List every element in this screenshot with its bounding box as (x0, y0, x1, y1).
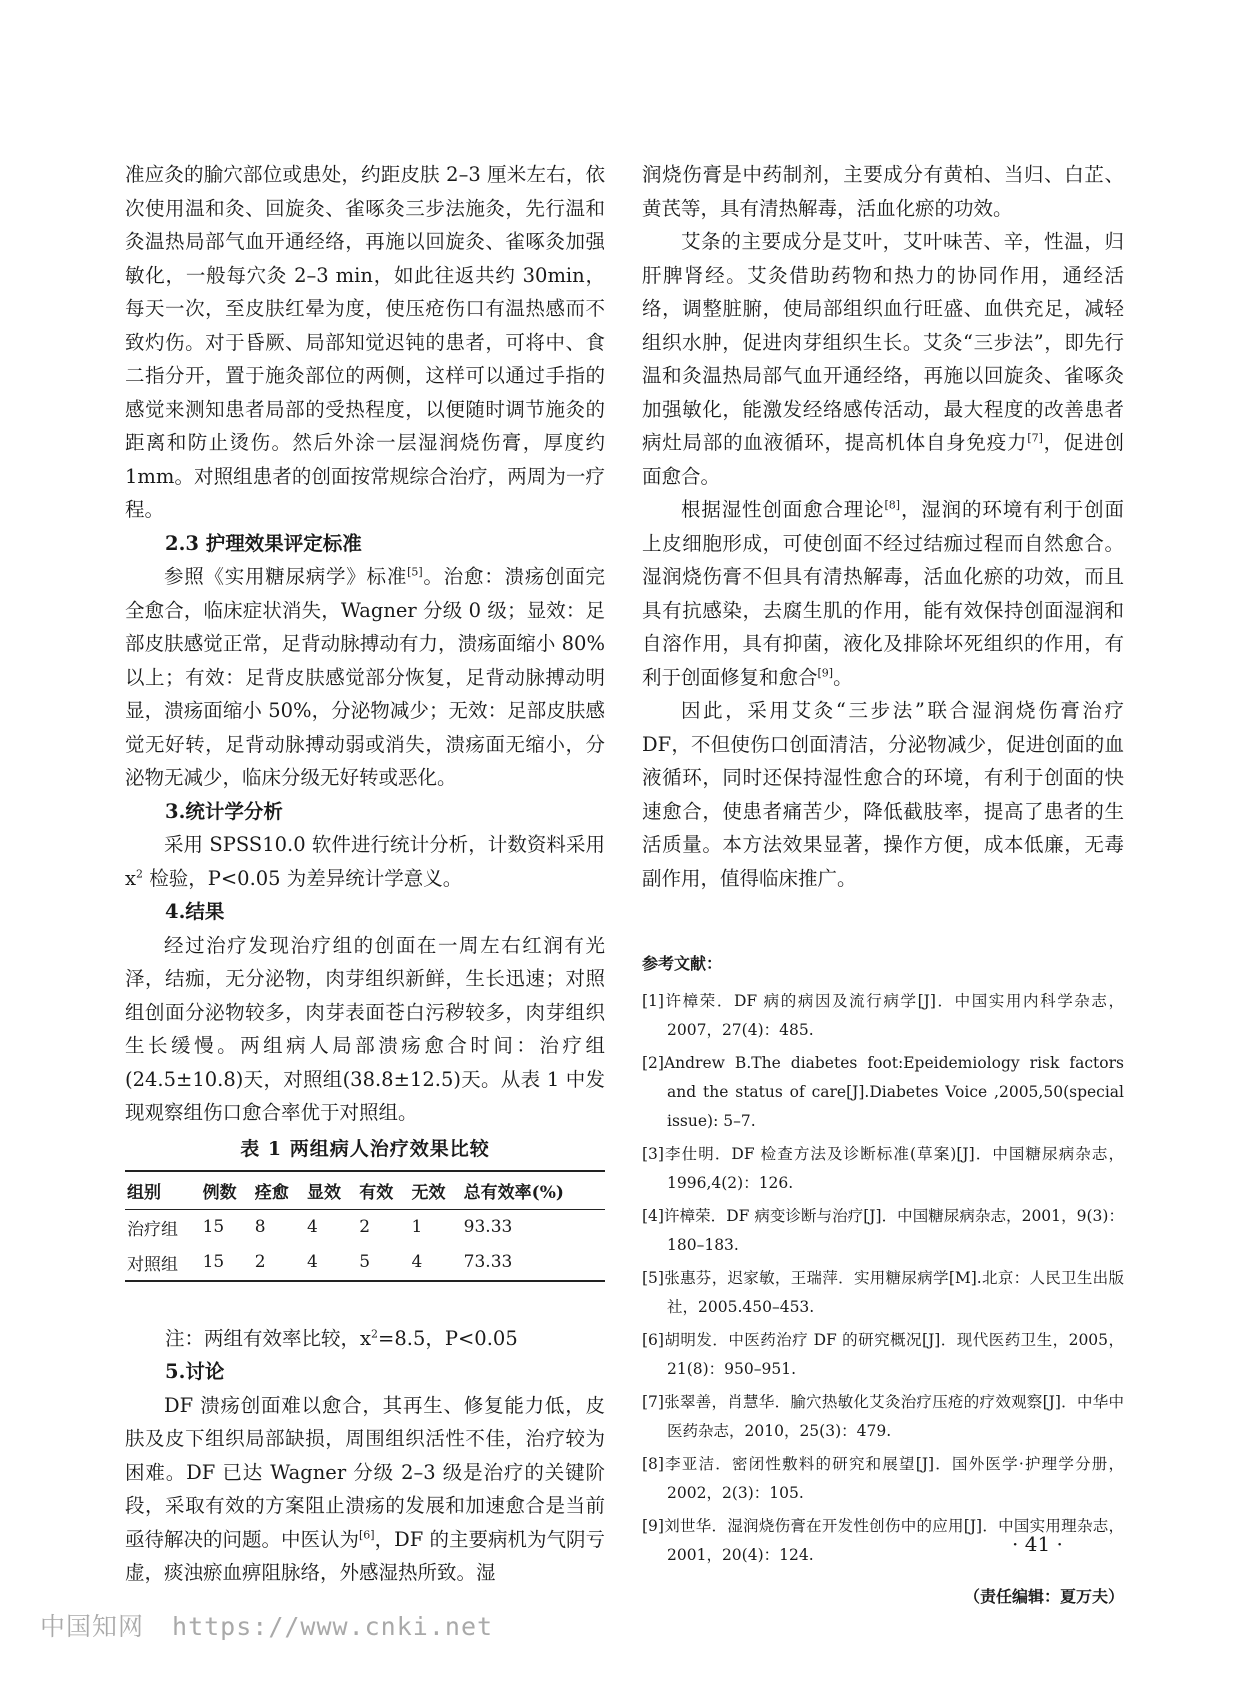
right-column (642, 158, 1124, 1607)
paragraph-criteria (125, 560, 605, 795)
table-cell: 8 (254, 1217, 266, 1237)
watermark-url: https://www.cnki.net (172, 1612, 494, 1641)
citation: [6] (359, 1528, 375, 1541)
table-row (125, 1245, 605, 1281)
table-cell: 4 (307, 1217, 318, 1237)
table-cell: 2 (253, 1245, 305, 1281)
table-header: 无效 (409, 1171, 461, 1210)
table-cell: 15 (202, 1217, 225, 1237)
text: DF 溃疡创面难以愈合，其再生、修复能力低，皮肤及皮下组织局部缺损，周围组织活性不佳，治疗较为困难。DF 已达 Wagner 分级 2–3 级是治疗的关键阶段，采取有效的方案阻止溃疡的发展和加速愈合是当前亟待解决的问题。中医认为 (125, 1393, 605, 1551)
text: 参照《实用糖尿病学》标准 (164, 565, 408, 588)
paragraph-statistics (125, 828, 605, 895)
watermark (40, 1607, 493, 1643)
table-note (125, 1322, 605, 1356)
table-header: 有效 (357, 1171, 409, 1210)
superscript: 2 (371, 1327, 378, 1340)
citation: [9] (817, 666, 834, 679)
table-header: 显效 (305, 1171, 357, 1210)
reference-item: [3]李仕明．DF 检查方法及诊断标准(草案)[J]．中国糖尿病杂志，1996,4(2)：126. (642, 1145, 1124, 1192)
text: ，湿润的环境有利于创面上皮细胞形成，可使创面不经过结痂过程而自然愈合。湿润烧伤膏不但具有清热解毒，活血化瘀的功效，而且具有抗感染，去腐生肌的作用，能有效保持创面湿润和自溶作用，具有抑菌，液化及排除坏死组织的作用，有利于创面修复和愈合 (642, 498, 1124, 689)
reference-item: [1]许樟荣．DF 病的病因及流行病学[J]．中国实用内科学杂志，2007，27(4)：485. (642, 992, 1124, 1039)
text: 采用 SPSS10.0 软件进行统计分析，计数资料采用 x (125, 833, 605, 890)
table-header: 总有效率(%) (462, 1171, 605, 1210)
heading-3: 3.统计学分析 (165, 799, 283, 823)
reference-item: [6]胡明发．中医药治疗 DF 的研究概况[J]．现代医药卫生，2005，21(8)：950–951. (642, 1331, 1124, 1378)
heading-5: 5.讨论 (165, 1360, 225, 1383)
paragraph-method-continued: 准应灸的腧穴部位或患处，约距皮肤 2–3 厘米左右，依次使用温和灸、回旋灸、雀啄灸三步法施灸，先行温和灸温热局部气血开通经络，再施以回旋灸、雀啄灸加强敏化，一般每穴灸 2–3 min，如此往返共约 30min，每天一次，至皮肤红晕为度，使压疮伤口有温热感而不致灼伤。对于昏厥、局部知觉迟钝的患者，可将中、食二指分开，置于施灸部位的两侧，这样可以通过手指的感觉来测知患者局部的受热程度，以便随时调节施灸的距离和防止烫伤。然后外涂一层湿润烧伤膏，厚度约 1mm。对照组患者的创面按常规综合治疗，两周为一疗程。 (125, 163, 605, 521)
reference-item: [5]张惠芬，迟家敏，王瑞萍．实用糖尿病学[M].北京：人民卫生出版社，2005.450–453. (642, 1269, 1124, 1316)
results-table (125, 1170, 605, 1282)
table-cell: 4 (409, 1245, 461, 1281)
left-column (125, 158, 605, 1590)
table-cell: 5 (357, 1245, 409, 1281)
citation: [7] (1027, 431, 1043, 445)
table-title: 表 1 两组病人治疗效果比较 (240, 1137, 490, 1160)
table-header: 组别 (125, 1171, 201, 1210)
table-header: 痊愈 (253, 1171, 305, 1210)
citation: [8] (884, 498, 901, 512)
table-cell: 对照组 (125, 1245, 201, 1281)
table-cell: 治疗组 (127, 1219, 178, 1240)
text: 艾条的主要成分是艾叶，艾叶味苦、辛，性温，归肝脾肾经。艾灸借助药物和热力的协同作用，通经活络，调整脏腑，使局部组织血行旺盛、血供充足，减轻组织水肿，促进肉芽组织生长。艾灸“三步法”，即先行温和灸温热局部气血开通经络，再施以回旋灸、雀啄灸加强敏化，能激发经络感传活动，最大程度的改善患者病灶局部的血液循环，提高机体自身免疫力 (642, 230, 1124, 454)
citation: [5] (407, 565, 423, 579)
heading-2-3: 2.3 护理效果评定标准 (165, 531, 362, 555)
paragraph-moxa (642, 225, 1124, 493)
text: ，DF 的主要病机为气阴亏虚，痰浊瘀血痹阻脉络，外感湿热所致。湿 (125, 1527, 605, 1584)
paragraph-discussion (125, 1389, 605, 1590)
table-row (125, 1209, 605, 1245)
paragraph-moist-healing (642, 493, 1124, 694)
responsible-editor: （责任编辑：夏万夫） (963, 1587, 1124, 1606)
table-header: 例数 (201, 1171, 253, 1210)
text: =8.5，P<0.05 (378, 1326, 518, 1350)
reference-item: [2]Andrew B.The diabetes foot:Epeidemiology risk factors and the status of care[J].Diabetes Voice ,2005,50(special issue): 5–7. (642, 1054, 1124, 1130)
reference-item: [8]李亚洁．密闭性敷料的研究和展望[J]．国外医学·护理学分册，2002，2(3)：105. (642, 1455, 1124, 1502)
watermark-site-name: 中国知网 (40, 1613, 145, 1641)
paragraph-results: 经过治疗发现治疗组的创面在一周左右红润有光泽，结痂，无分泌物，肉芽组织新鲜，生长迅速；对照组创面分泌物较多，肉芽表面苍白污秽较多，肉芽组织生长缓慢。两组病人局部溃疡愈合时间：治疗组(24.5±10.8)天，对照组(38.8±12.5)天。从表 1 中发现观察组伤口愈合率优于对照组。 (125, 933, 605, 1124)
paragraph-ointment: 润烧伤膏是中药制剂，主要成分有黄柏、当归、白芷、黄芪等，具有清热解毒，活血化瘀的功效。 (642, 163, 1124, 220)
table-cell: 93.33 (463, 1217, 513, 1237)
references-list (642, 987, 1124, 1570)
superscript: 2 (136, 867, 143, 880)
heading-4: 4.结果 (165, 900, 225, 923)
table-header-row (125, 1171, 605, 1210)
table-cell: 73.33 (462, 1245, 605, 1281)
reference-item: [4]许樟荣．DF 病变诊断与治疗[J]．中国糖尿病杂志，2001，9(3)：180–183. (642, 1207, 1124, 1254)
text: 根据湿性创面愈合理论 (681, 498, 885, 521)
table-cell: 1 (411, 1217, 423, 1237)
page-number: · 41 · (1012, 1532, 1063, 1556)
text: 。治愈：溃疡创面完全愈合，临床症状消失，Wagner 分级 0 级；显效：足部皮肤感觉正常，足背动脉搏动有力，溃疡面缩小 80%以上；有效：足背皮肤感觉部分恢复，足背动脉搏动明显，溃疡面缩小 50%，分泌物减少；无效：足部皮肤感觉无好转，足背动脉搏动弱或消失，溃疡面无缩小，分泌物无减少，临床分级无好转或恶化。 (125, 565, 605, 789)
references-title: 参考文献： (642, 954, 723, 973)
paragraph-conclusion: 因此，采用艾灸“三步法”联合湿润烧伤膏治疗 DF，不但使伤口创面清洁，分泌物减少，促进创面的血液循环，同时还保持湿性愈合的环境，有利于创面的快速愈合，使患者痛苦少，降低截肢率，提高了患者的生活质量。本方法效果显著，操作方便，成本低廉，无毒副作用，值得临床推广。 (642, 699, 1124, 890)
text: 检验，P<0.05 为差异统计学意义。 (143, 866, 463, 890)
table-cell: 15 (201, 1245, 253, 1281)
reference-item: [7]张翠善，肖慧华．腧穴热敏化艾灸治疗压疮的疗效观察[J]．中华中医药杂志，2010，25(3)：479. (642, 1393, 1124, 1440)
text: ，促进创面愈合。 (642, 431, 1124, 488)
text: 注：两组有效率比较，x (165, 1326, 371, 1350)
text: 。 (833, 665, 853, 689)
reference-item: [9]刘世华．湿润烧伤膏在开发性创伤中的应用[J]．中国实用理杂志，2001，20(4)：124. (642, 1517, 1124, 1564)
table-cell: 4 (305, 1245, 357, 1281)
table-cell: 2 (359, 1217, 371, 1237)
